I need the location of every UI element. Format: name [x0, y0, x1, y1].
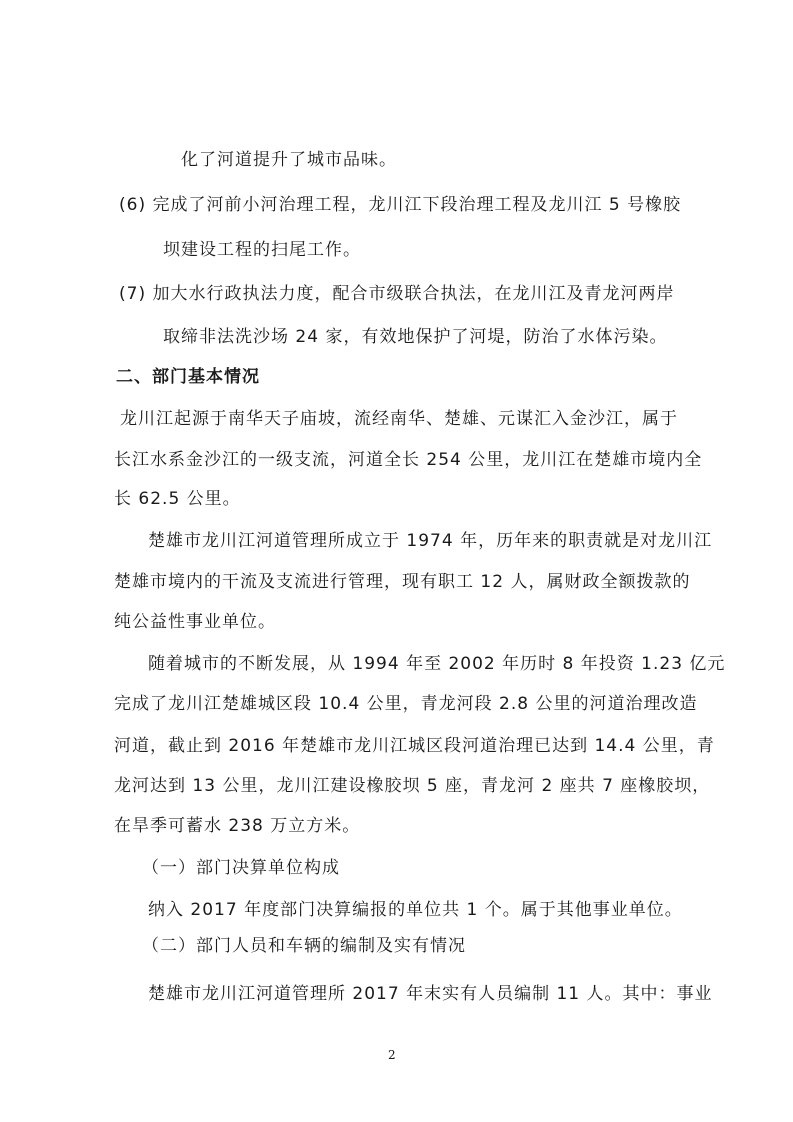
paragraph-line: 龙川江起源于南华天子庙坡，流经南华、楚雄、元谋汇入金沙江，属于	[120, 409, 678, 429]
paragraph-line: 楚雄市龙川江河道管理所成立于 1974 年，历年来的职责就是对龙川江	[148, 531, 713, 551]
section-heading: 二、部门基本情况	[116, 367, 260, 387]
paragraph-line: 楚雄市龙川江河道管理所 2017 年末实有人员编制 11 人。其中：事业	[148, 984, 713, 1004]
paragraph-line: 龙河达到 13 公里，龙川江建设橡胶坝 5 座，青龙河 2 座共 7 座橡胶坝，	[114, 776, 711, 796]
page-number: 2	[388, 1048, 396, 1062]
paragraph-line: 长江水系金沙江的一级支流，河道全长 254 公里，龙川江在楚雄市境内全	[114, 450, 703, 470]
paragraph-line: 坝建设工程的扫尾工作。	[163, 240, 361, 260]
list-item-6: (6) 完成了河前小河治理工程，龙川江下段治理工程及龙川江 5 号橡胶	[119, 195, 682, 215]
paragraph-line: 在旱季可蓄水 238 万立方米。	[114, 816, 361, 836]
paragraph-line: 纯公益性事业单位。	[114, 612, 276, 632]
paragraph-line: 长 62.5 公里。	[114, 489, 241, 509]
paragraph-line: 纳入 2017 年度部门决算编报的单位共 1 个。属于其他事业单位。	[148, 900, 683, 920]
list-item-7: (7) 加大水行政执法力度，配合市级联合执法，在龙川江及青龙河两岸	[119, 284, 675, 304]
subsection-heading: （一）部门决算单位构成	[142, 858, 340, 878]
paragraph-line: 化了河道提升了城市品味。	[181, 150, 397, 170]
paragraph-line: 楚雄市境内的干流及支流进行管理，现有职工 12 人，属财政全额拨款的	[114, 572, 691, 592]
paragraph-line: 取缔非法洗沙场 24 家，有效地保护了河堤，防治了水体污染。	[163, 327, 668, 347]
paragraph-line: 随着城市的不断发展，从 1994 年至 2002 年历时 8 年投资 1.23 亿元	[148, 654, 726, 674]
paragraph-line: 河道，截止到 2016 年楚雄市龙川江城区段河道治理已达到 14.4 公里，青	[114, 736, 715, 756]
paragraph-line: 完成了龙川江楚雄城区段 10.4 公里，青龙河段 2.8 公里的河道治理改造	[114, 694, 698, 714]
subsection-heading: （二）部门人员和车辆的编制及实有情况	[142, 936, 466, 956]
